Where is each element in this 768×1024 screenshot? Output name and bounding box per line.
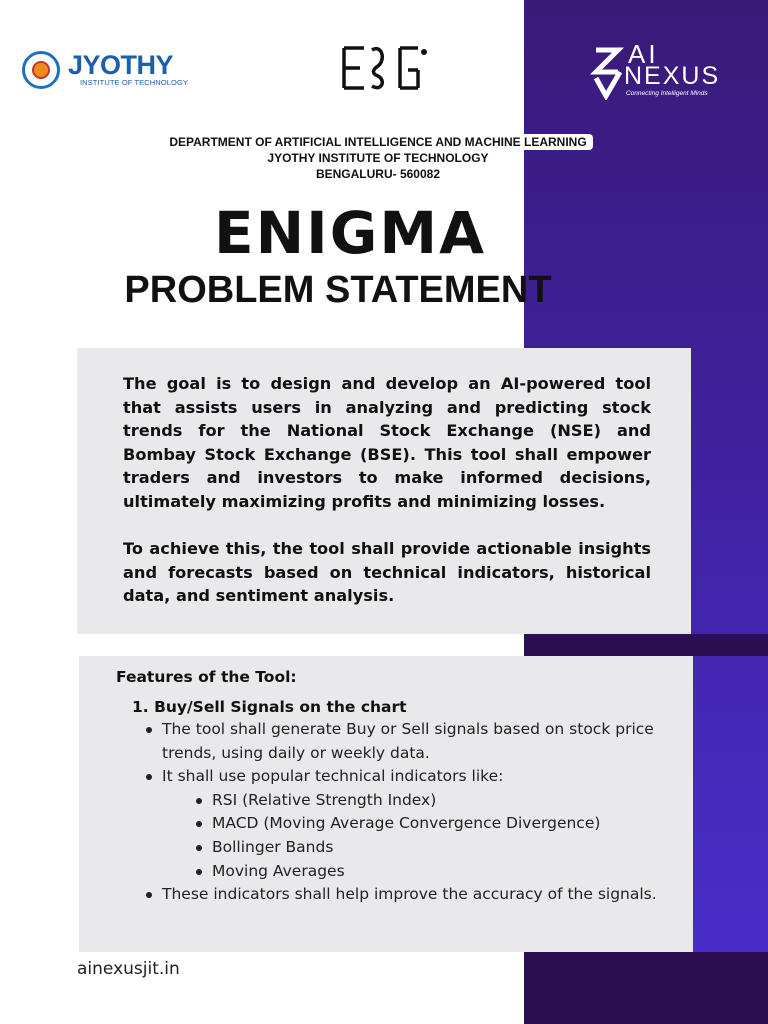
list-item <box>144 765 673 883</box>
list-item: The tool shall generate Buy or Sell signals based on stock price trends, using daily or weekly data. <box>144 718 673 765</box>
features-heading: Features of the Tool: <box>116 668 297 686</box>
jyothy-emblem-icon <box>22 51 60 89</box>
indicator-item: MACD (Moving Average Convergence Divergence) <box>194 812 673 836</box>
dark-band <box>524 634 768 656</box>
feature-1-title: 1. Buy/Sell Signals on the chart <box>132 698 407 716</box>
ainexus-mark-icon <box>590 42 626 100</box>
department-header <box>100 131 656 182</box>
jyothy-logo <box>22 50 192 92</box>
statement-paragraph-1: The goal is to design and develop an AI-powered tool that assists users in analyzing and predicting stock trends for the National Stock Exchange (NSE) and Bombay Stock Exchange (BSE). This tool shall empower traders and investors to make informed decisions, ultimately maximizing profits and minimizing losses. <box>123 374 651 511</box>
enigma-emblem-icon <box>338 40 428 96</box>
indicator-item: Moving Averages <box>194 860 673 884</box>
institute-name: JYOTHY INSTITUTE OF TECHNOLOGY <box>267 151 489 165</box>
statement-paragraph-2: To achieve this, the tool shall provide actionable insights and forecasts based on technical indicators, historical data, and sentiment analysis. <box>123 539 651 606</box>
problem-statement-box <box>77 348 691 634</box>
ainexus-logo <box>590 40 740 102</box>
ainexus-tagline: Connecting Intelligent Minds <box>626 90 708 97</box>
list-item-text: It shall use popular technical indicators like: <box>162 767 504 786</box>
ainexus-ai-text: AI <box>628 39 659 69</box>
ainexus-nexus-text: NEXUS <box>624 62 721 90</box>
indicator-item: Bollinger Bands <box>194 836 673 860</box>
department-name: DEPARTMENT OF ARTIFICIAL INTELLIGENCE AND MACHINE LEARNING <box>163 134 592 150</box>
indicator-list <box>194 789 673 883</box>
page-subtitle: PROBLEM STATEMENT <box>124 269 552 311</box>
jyothy-logo-name: JYOTHY <box>68 50 174 80</box>
feature-1-bullets <box>144 718 673 907</box>
website-link[interactable]: ainexusjit.in <box>77 959 180 979</box>
list-item: These indicators shall help improve the accuracy of the signals. <box>144 883 673 907</box>
indicator-item: RSI (Relative Strength Index) <box>194 789 673 813</box>
institute-city: BENGALURU- 560082 <box>315 167 441 181</box>
page-title: ENIGMA <box>214 199 486 267</box>
features-box <box>79 656 693 952</box>
dark-band-bottom <box>524 952 768 1024</box>
jyothy-logo-subtitle: INSTITUTE OF TECHNOLOGY <box>80 78 189 87</box>
